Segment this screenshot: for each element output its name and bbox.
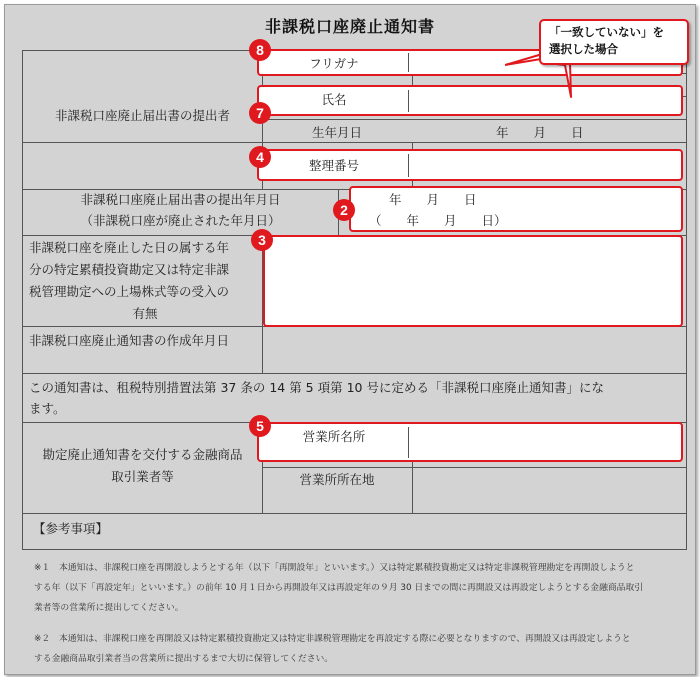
reference-number-field[interactable]: [257, 149, 683, 181]
office-name-field[interactable]: [257, 422, 683, 462]
creation-date-label: 非課税口座廃止通知書の作成年月日: [29, 333, 230, 348]
submission-date-label: 非課税口座廃止届出書の提出年月日: [80, 192, 281, 207]
name-field[interactable]: [257, 85, 683, 116]
date-line-2: （ 年 月 日）: [369, 213, 507, 228]
office-name-label: 営業所名所: [302, 429, 366, 444]
acceptance-label: 非課税口座を廃止した日の属する年 分の特定累積投資勘定又は特定非課 税管理勘定への上場株式等の受入の 有無: [29, 240, 230, 321]
badge-3: 3: [251, 229, 273, 251]
callout-box: 「一致していない」を 選択した場合: [539, 19, 689, 65]
footnote-1: ※１ 本通知は、非課税口座を再開設しようとする年（以下「再開設年」といいます。）又は特定累積投資勘定又は特定非課税管理勘定を再開設しようと する年（以下「再設定年」といいます。）の前年 10 月１日から再開設年又は再設定年の９月 30 日までの間に再開設又は再設定しようとする金融商品取引 業者等の営業所に提出してください。: [34, 563, 644, 613]
birthdate-label: 生年月日: [311, 125, 362, 140]
notice-statement: この通知書は、租税特別措置法第 37 条の 14 第 5 項第 10 号に定める「非課税口座廃止通知書」にな ます。: [29, 380, 604, 416]
reference-number-label: 整理番号: [308, 158, 359, 173]
date-line-1: 年 月 日: [389, 192, 477, 207]
name-label: 氏名: [321, 92, 347, 107]
office-address-label: 営業所所在地: [299, 472, 375, 487]
reference-label: 【参考事項】: [33, 521, 109, 536]
submitter-label: 非課税口座廃止届出書の提出者: [54, 108, 230, 123]
badge-2: 2: [333, 199, 355, 221]
badge-8: 8: [249, 39, 271, 61]
submission-date-field[interactable]: [349, 186, 683, 232]
acceptance-field[interactable]: [263, 235, 683, 327]
financial-institution-label: 勘定廃止通知書を交付する金融商品 取引業者等: [42, 447, 243, 484]
birthdate-value: 年 月 日: [496, 125, 584, 140]
badge-4: 4: [249, 146, 271, 168]
badge-7: 7: [249, 102, 271, 124]
badge-5: 5: [249, 415, 271, 437]
page-title: 非課税口座廃止通知書: [264, 17, 435, 36]
footnote-2: ※２ 本通知は、非課税口座を再開設又は特定累積投資勘定又は特定非課税管理勘定を再設定する際に必要となりますので、再開設又は再設定しようと する金融商品取引業者当の営業所に提出するまで大切に保管してください。: [34, 634, 631, 664]
abolition-date-label: （非課税口座が廃止された年月日）: [80, 213, 281, 228]
furigana-label: フリガナ: [309, 56, 359, 71]
document-page: [4, 4, 696, 675]
